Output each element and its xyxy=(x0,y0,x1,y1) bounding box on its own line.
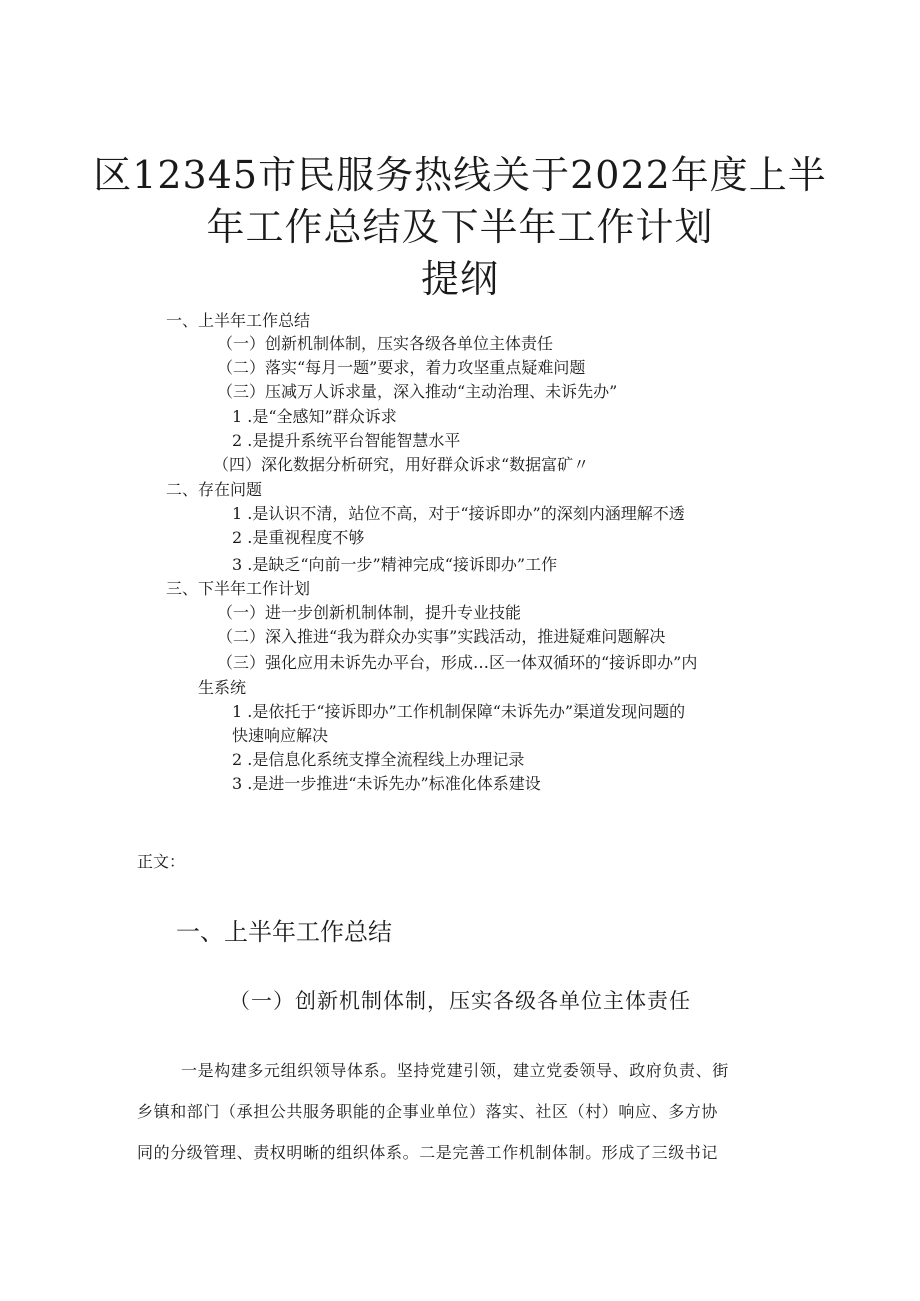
outline-line: 生系统 xyxy=(198,678,247,697)
outline-line: （二）深入推进“我为群众办实事”实践活动，推进疑难问题解决 xyxy=(217,627,666,646)
paragraph-line: 一是构建多元组织领导体系。坚持党建引领，建立党委领导、政府负责、街 xyxy=(181,1061,729,1080)
outline-line: 一、上半年工作总结 xyxy=(166,311,311,330)
document-title-line-1: 区12345市民服务热线关于2022年度上半 xyxy=(93,153,827,197)
outline-line: 2 .是信息化系统支撑全流程线上办理记录 xyxy=(232,750,525,769)
outline-line: （一）创新机制体制，压实各级各单位主体责任 xyxy=(217,334,554,353)
document-title-line-2: 年工作总结及下半年工作计划 xyxy=(206,205,714,249)
outline-line: 1 .是“全感知”群众诉求 xyxy=(232,407,397,426)
outline-line: 2 .是提升系统平台智能智慧水平 xyxy=(232,431,461,450)
outline-line: 2 .是重视程度不够 xyxy=(232,528,365,547)
outline-line: （三）强化应用未诉先办平台，形成…区一体双循环的“接诉即办”内 xyxy=(217,653,698,672)
outline-line: （四）深化数据分析研究，用好群众诉求“数据富矿〃 xyxy=(213,455,590,474)
body-heading-2: （一）创新机制体制，压实各级各单位主体责任 xyxy=(229,989,691,1013)
outline-line: 1 .是认识不清，站位不高，对于“接诉即办”的深刻内涵理解不透 xyxy=(232,504,685,523)
outline-line: （三）压减万人诉求量，深入推动“主动治理、未诉先办” xyxy=(217,382,618,401)
document-title-line-3: 提纲 xyxy=(420,257,499,301)
outline-line: 三、下半年工作计划 xyxy=(166,579,311,598)
outline-line: （一）进一步创新机制体制，提升专业技能 xyxy=(217,603,522,622)
outline-line: （二）落实“每月一题”要求，着力攻坚重点疑难问题 xyxy=(217,358,586,377)
paragraph-line: 乡镇和部门（承担公共服务职能的企事业单位）落实、社区（村）响应、多方协 xyxy=(137,1102,719,1121)
outline-line: 3 .是缺乏“向前一步”精神完成“接诉即办”工作 xyxy=(232,555,558,574)
body-heading-1: 一、上半年工作总结 xyxy=(176,918,392,946)
outline-line: 快速响应解决 xyxy=(232,726,329,745)
outline-line: 3 .是进一步推进“未诉先办”标准化体系建设 xyxy=(232,774,541,793)
body-label: 正文： xyxy=(137,852,186,871)
paragraph-line: 同的分级管理、责权明晰的组织体系。二是完善工作机制体制。形成了三级书记 xyxy=(137,1143,719,1162)
outline-line: 1 .是依托于“接诉即办”工作机制保障“未诉先办”渠道发现问题的 xyxy=(232,702,686,721)
body-paragraph xyxy=(137,1050,787,1173)
outline-line: 二、存在问题 xyxy=(166,480,263,499)
